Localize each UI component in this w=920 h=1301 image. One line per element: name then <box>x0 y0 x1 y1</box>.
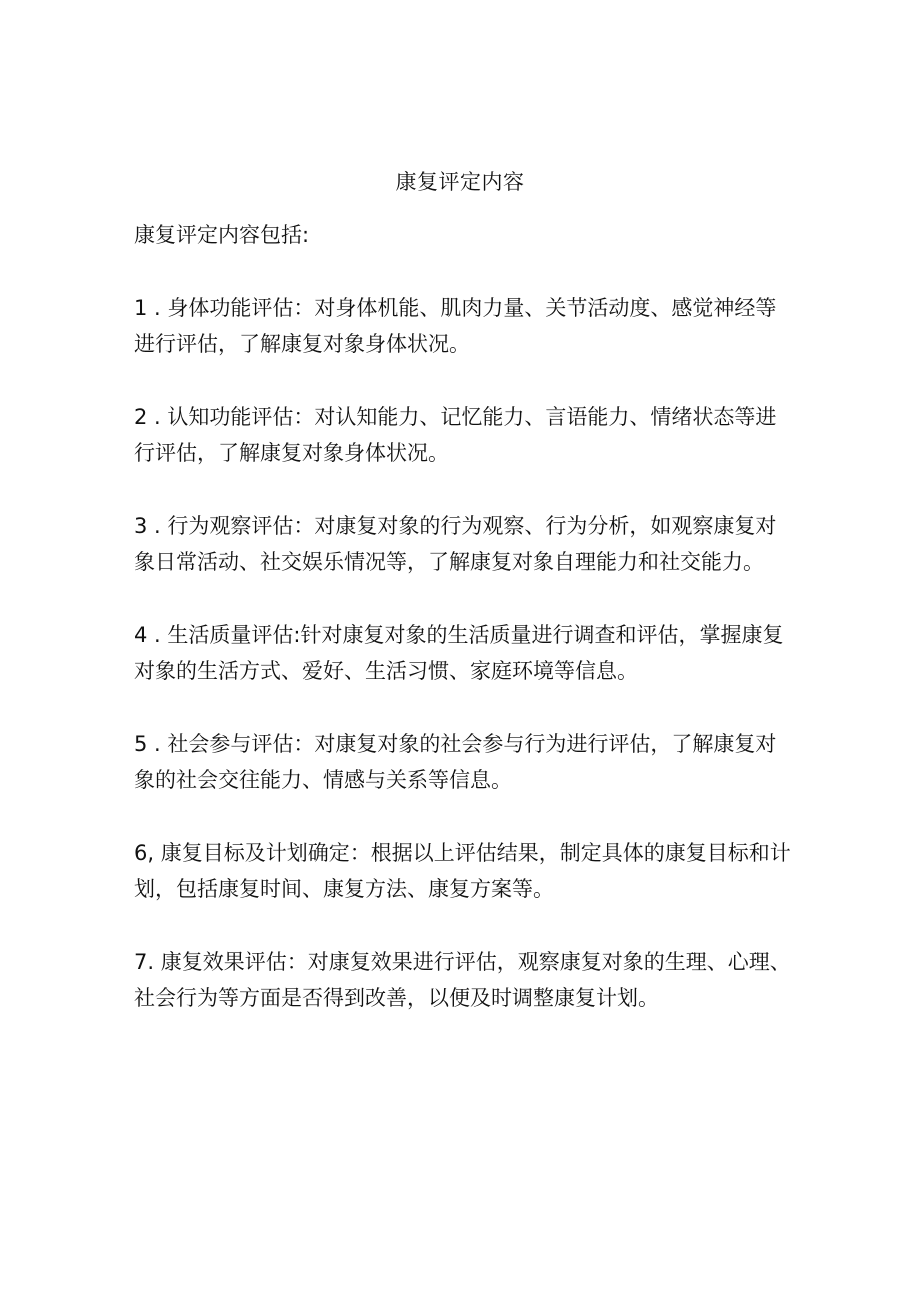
item-number: 4 <box>134 623 148 647</box>
item-text: 社会参与评估：对康复对象的社会参与行为进行评估，了解康复对象的社会交往能力、情感与关系等信息。 <box>134 732 777 792</box>
item-separator: . <box>147 623 168 647</box>
document-body <box>134 217 794 1053</box>
item-separator: . <box>147 950 161 974</box>
item-number: 5 <box>134 732 148 756</box>
intro-paragraph: 康复评定内容包括: <box>134 223 310 247</box>
item-text: 行为观察评估：对康复对象的行为观察、行为分析，如观察康复对象日常活动、社交娱乐情况等，了解康复对象自理能力和社交能力。 <box>134 514 777 574</box>
item-number: 7 <box>134 950 148 974</box>
item-text: 身体功能评估：对身体机能、肌肉力量、关节活动度、感觉神经等进行评估，了解康复对象身体状况。 <box>134 296 777 356</box>
item-separator: . <box>147 732 168 756</box>
list-item <box>134 835 794 907</box>
page-title: 康复评定内容 <box>395 170 525 194</box>
item-number: 6 <box>134 841 148 865</box>
item-number: 2 <box>134 405 148 429</box>
item-number: 1 <box>134 296 148 320</box>
list-item <box>134 726 794 798</box>
item-separator: , <box>147 841 161 865</box>
item-separator: . <box>147 514 168 538</box>
item-text: 生活质量评估:针对康复对象的生活质量进行调查和评估，掌握康复对象的生活方式、爱好、生活习惯、家庭环境等信息。 <box>134 623 784 683</box>
item-text: 康复目标及计划确定：根据以上评估结果，制定具体的康复目标和计划，包括康复时间、康复方法、康复方案等。 <box>134 841 791 901</box>
list-item <box>134 290 794 362</box>
item-separator: . <box>147 296 168 320</box>
list-item <box>134 399 794 471</box>
list-item <box>134 944 794 1016</box>
item-separator: . <box>147 405 168 429</box>
list-item <box>134 508 794 580</box>
item-text: 康复效果评估：对康复效果进行评估，观察康复对象的生理、心理、社会行为等方面是否得到改善，以便及时调整康复计划。 <box>134 950 791 1010</box>
item-text: 认知功能评估：对认知能力、记忆能力、言语能力、情绪状态等进行评估，了解康复对象身体状况。 <box>134 405 777 465</box>
item-number: 3 <box>134 514 148 538</box>
list-item <box>134 617 794 689</box>
